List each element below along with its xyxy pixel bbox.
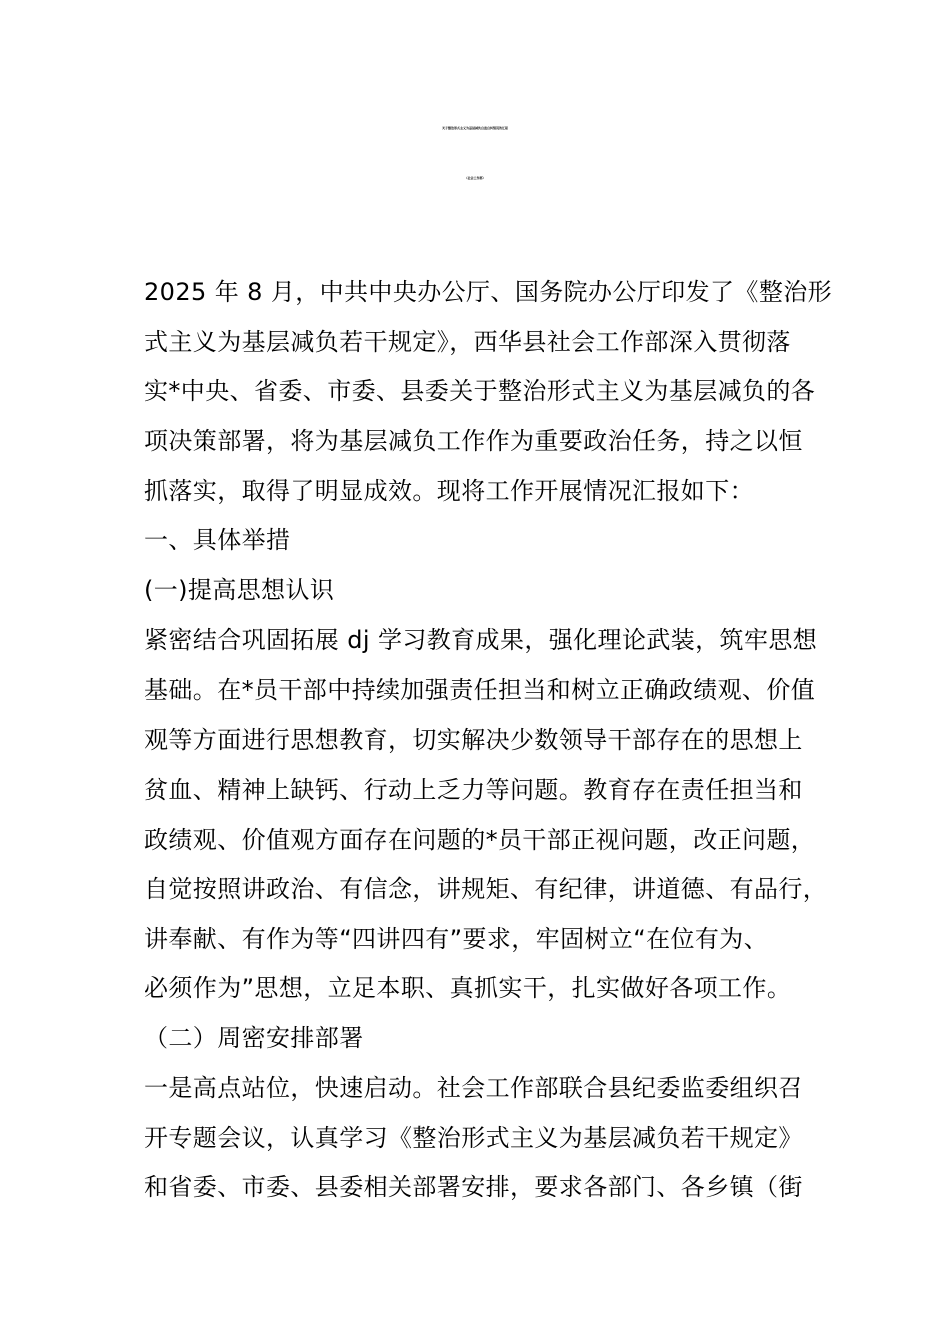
body-line: 一是高点站位，快速启动。社会工作部联合县纪委监委组织召 [144,1074,803,1102]
document-subtitle: （社会工作部） [464,176,486,180]
body-line: 抓落实，取得了明显成效。现将工作开展情况汇报如下： [144,477,754,505]
subsection-heading: (一)提高思想认识 [144,576,335,604]
body-line: 自觉按照讲政治、有信念，讲规矩、有纪律，讲道德、有品行， [144,875,828,903]
subsection-heading: （二）周密安排部署 [144,1024,364,1052]
body-line: 项决策部署，将为基层减负工作作为重要政治任务，持之以恒 [144,427,803,455]
body-line: 和省委、市委、县委相关部署安排，要求各部门、各乡镇（街 [144,1173,803,1201]
body-line: 式主义为基层减负若干规定》，西华县社会工作部深入贯彻落 [144,328,791,356]
document-title: 关于整治形式主义为基层减负自查自纠情况的汇报 [441,126,508,130]
body-line: 实*中央、省委、市委、县委关于整治形式主义为基层减负的各 [144,377,816,405]
section-heading: 一、具体举措 [144,526,291,554]
body-line: 紧密结合巩固拓展 dj 学习教育成果，强化理论武装，筑牢思想 [144,626,818,654]
body-line: 观等方面进行思想教育，切实解决少数领导干部存在的思想上 [144,726,803,754]
body-line: 必须作为”思想，立足本职、真抓实干，扎实做好各项工作。 [144,974,792,1002]
body-line: 政绩观、价值观方面存在问题的*员干部正视问题，改正问题， [144,826,816,854]
body-line: 2025 年 8 月，中共中央办公厅、国务院办公厅印发了《整治形 [144,278,833,306]
body-line: 贫血、精神上缺钙、行动上乏力等问题。教育存在责任担当和 [144,776,803,804]
body-line: 基础。在*员干部中持续加强责任担当和树立正确政绩观、价值 [144,676,816,704]
body-line: 开专题会议，认真学习《整治形式主义为基层减负若干规定》 [144,1124,803,1152]
body-line: 讲奉献、有作为等“四讲四有”要求，牢固树立“在位有为、 [144,925,769,953]
